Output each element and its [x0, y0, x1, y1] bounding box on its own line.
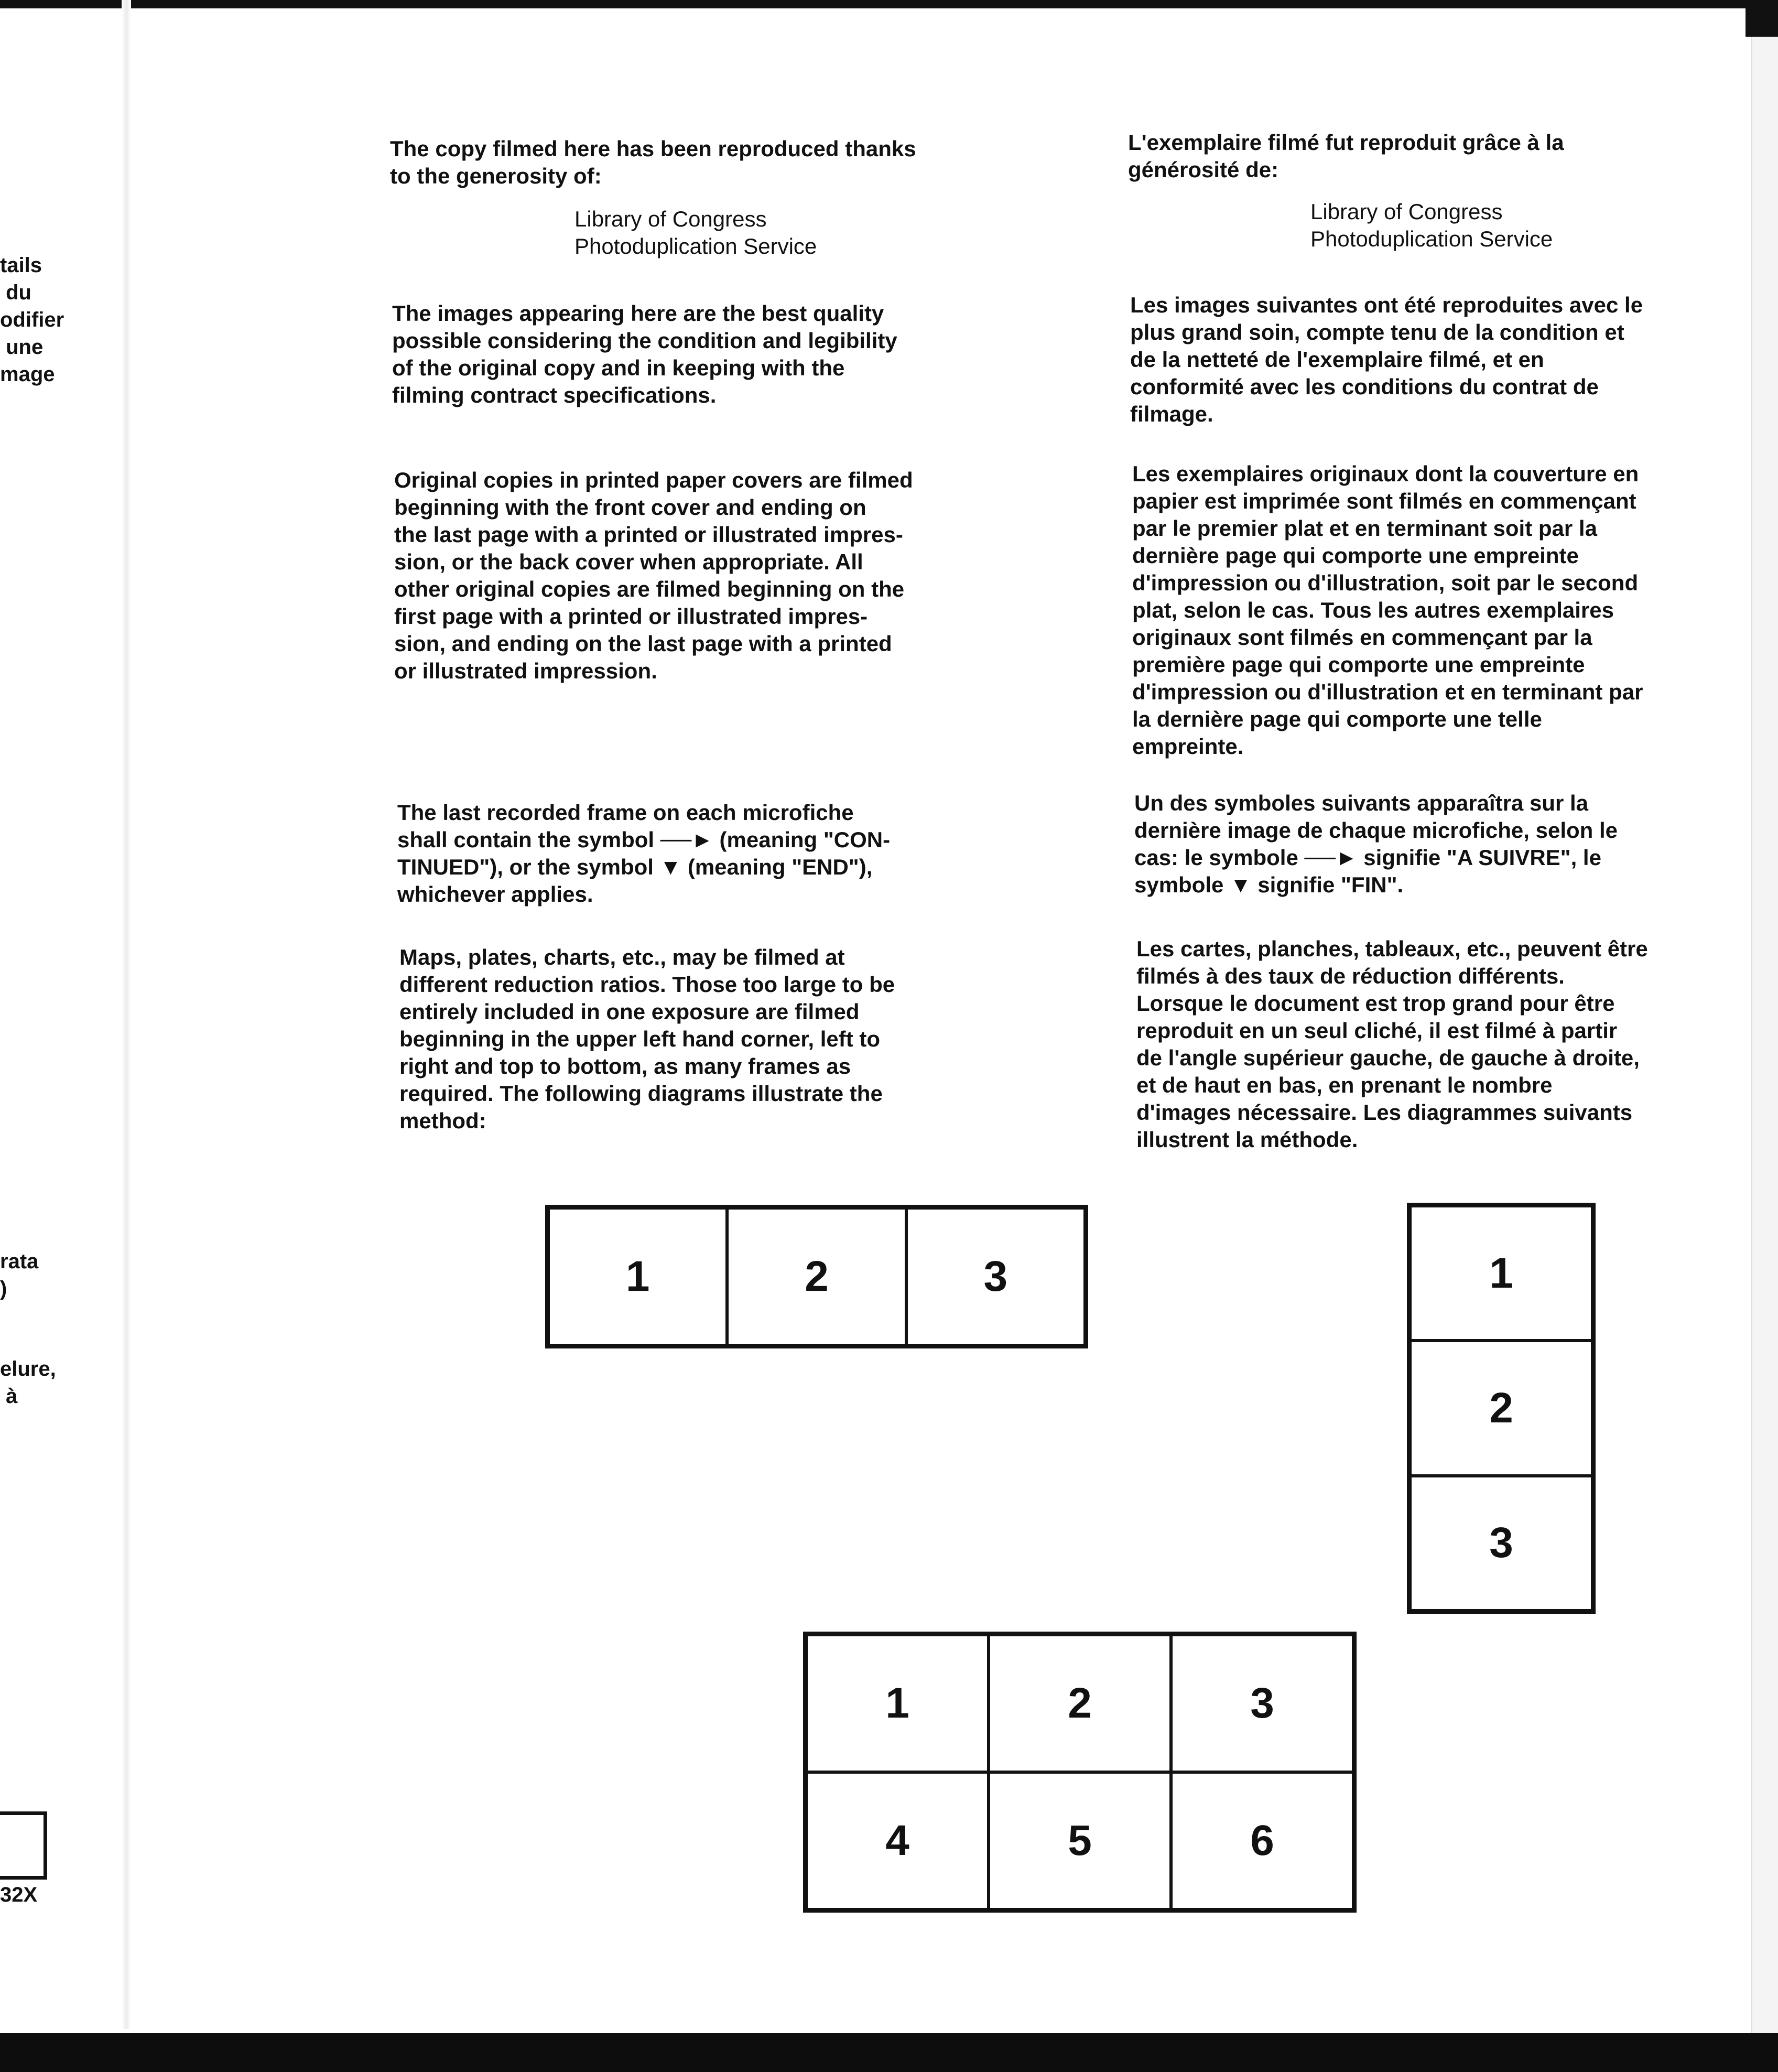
english-quality-paragraph: The images appearing here are the best quality possible considering the condition and legibility of the original copy and in keeping with the filming contract specifications. — [392, 301, 897, 407]
french-library-name: Library of Congress Photoduplication Service — [1310, 199, 1553, 251]
english-library-name: Library of Congress Photoduplication Service — [574, 207, 817, 258]
reduction-scale-box — [0, 1811, 47, 1880]
french-quality-paragraph: Les images suivantes ont été reproduites avec le plus grand soin, compte tenu de la condition et de la netteté de l'exemplaire filmé, et en conformité avec les conditions du contrat de filmage. — [1130, 293, 1643, 426]
frame-cell: 2 — [989, 1635, 1171, 1772]
french-symbols-paragraph: Un des symboles suivants apparaîtra sur la dernière image de chaque microfiche, selon le cas: le symbole ──► signifie "A SUIVRE", le symbole ▼ signifie "FIN". — [1134, 791, 1618, 897]
frame-cell: 1 — [548, 1208, 727, 1345]
margin-fragment-middle: rata ) — [0, 1250, 39, 1300]
english-maps-paragraph: Maps, plates, charts, etc., may be filmed at different reduction ratios. Those too large to be entirely included in one exposure are filmed beginning in the upper left hand corner, left to right and top to bottom, as many frames as required. The following diagrams illustrate the method: — [399, 945, 895, 1133]
reduction-scale-label: 32X — [0, 1883, 38, 1906]
frame-cell: 2 — [1410, 1341, 1592, 1475]
frame-cell: 3 — [1410, 1476, 1592, 1611]
frame-cell: 3 — [906, 1208, 1085, 1345]
margin-fragment-lower: elure, à — [0, 1357, 56, 1408]
right-scan-edge — [1751, 0, 1778, 2072]
french-covers-paragraph: Les exemplaires originaux dont la couverture en papier est imprimée sont filmés en commençant par le premier plat et en terminant soit par la dernière page qui comporte une empreinte d'impression ou d'illustration, soit par le second plat, selon le cas. Tous les autres exemplaires originaux sont filmés en commençant par la première page qui comporte une empreinte d'impression ou d'illustration et en terminant par la dernière page qui comporte une telle empreinte. — [1132, 461, 1643, 759]
french-maps-paragraph: Les cartes, planches, tableaux, etc., peuvent être filmés à des taux de réduction différents. Lorsque le document est trop grand pour être reproduit en un seul cliché, il est filmé à partir de l'angle supérieur gauche, de gauche à droite, et de haut en bas, en prenant le nombre d'images nécessaire. Les diagrammes suivants illustrent la méthode. — [1136, 936, 1648, 1152]
english-credit-intro: The copy filmed here has been reproduced thanks to the generosity of: — [390, 136, 916, 188]
english-symbols-paragraph: The last recorded frame on each microfiche shall contain the symbol ──► (meaning "CON- TINUED"), or the symbol ▼ (meaning "END"), whichever applies. — [397, 800, 891, 906]
diagram-horizontal-frames — [545, 1205, 1088, 1348]
frame-cell: 3 — [1171, 1635, 1353, 1772]
margin-fragment-top: tails du odifier une mage — [0, 254, 64, 386]
english-covers-paragraph: Original copies in printed paper covers are filmed beginning with the front cover and ending on the last page with a printed or illustrated impres- sion, or the back cover when appropriate. All other original copies are filmed beginning on the first page with a printed or illustrated impres- sion, and ending on the last page with a printed or illustrated impression. — [394, 468, 913, 683]
top-scan-border — [0, 0, 1778, 8]
corner-scan-mark — [1746, 0, 1778, 37]
frame-cell: 1 — [1410, 1206, 1592, 1341]
page-fold-shadow — [122, 0, 131, 2029]
french-credit-intro: L'exemplaire filmé fut reproduit grâce à la générosité de: — [1128, 130, 1564, 182]
frame-cell: 1 — [806, 1635, 989, 1772]
diagram-vertical-frames — [1407, 1203, 1596, 1614]
frame-cell: 4 — [806, 1772, 989, 1909]
frame-cell: 6 — [1171, 1772, 1353, 1909]
frame-cell: 5 — [989, 1772, 1171, 1909]
bottom-scan-border — [0, 2033, 1778, 2072]
diagram-grid-frames — [803, 1632, 1357, 1913]
frame-cell: 2 — [727, 1208, 906, 1345]
